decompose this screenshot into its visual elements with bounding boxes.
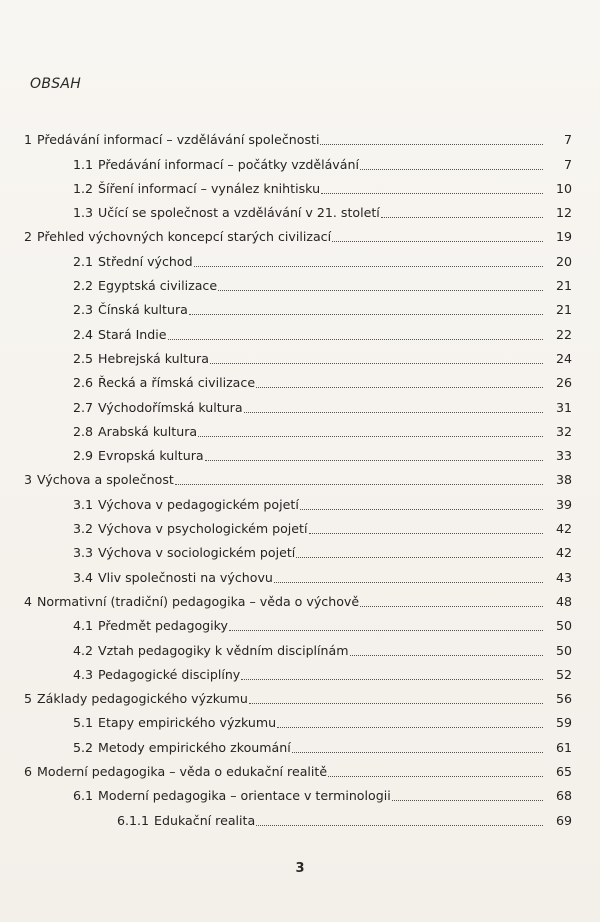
toc-entry [0, 780, 600, 804]
toc-entry-title: Výchova a společnost [37, 472, 174, 488]
toc-entry [0, 610, 600, 634]
dot-leader [210, 363, 543, 364]
dot-leader [360, 606, 543, 607]
toc-entry-page: 38 [555, 472, 572, 488]
dot-leader [309, 533, 544, 534]
toc-entry-title: Předávání informací – vzdělávání společnosti [37, 132, 320, 148]
toc-entry [0, 124, 600, 148]
toc-entry [0, 245, 600, 269]
toc-entry-page: 12 [555, 205, 572, 221]
toc-entry-number: 3 [24, 472, 33, 488]
toc-entry-title: Východořímská kultura [98, 399, 243, 415]
toc-entry-page: 24 [555, 350, 572, 366]
toc-entry-title: Arabská kultura [98, 423, 198, 439]
toc-entry-number: 6 [24, 764, 33, 780]
toc-entry-title: Čínská kultura [98, 302, 188, 318]
toc-entry-page: 50 [555, 642, 572, 658]
dot-leader [194, 266, 543, 267]
toc-entry-page: 20 [555, 253, 572, 269]
toc-entry-number: 5.1 [73, 715, 94, 731]
dot-leader [328, 776, 543, 777]
toc-entry-number: 2.6 [73, 375, 94, 391]
dot-leader [256, 387, 543, 388]
toc-entry-title: Metody empirického zkoumání [98, 739, 291, 755]
toc-entry-number: 5 [24, 691, 33, 707]
toc-entry-number: 1.1 [73, 156, 94, 172]
toc-entry-number: 4 [24, 593, 33, 609]
dot-leader [244, 412, 543, 413]
toc-entry [0, 683, 600, 707]
dot-leader [241, 679, 543, 680]
toc-entry-page: 21 [555, 278, 572, 294]
toc-entry-number: 2.3 [73, 302, 94, 318]
toc-entry [0, 416, 600, 440]
toc-entry-title: Učící se společnost a vzdělávání v 21. století [98, 205, 380, 221]
toc-entry-title: Šíření informací – vynález knihtisku [98, 180, 321, 196]
toc-entry [0, 148, 600, 172]
toc-entry-page: 7 [563, 132, 572, 148]
toc-entry-title: Vztah pedagogiky k vědním disciplínám [98, 642, 349, 658]
toc-entry-page: 65 [555, 764, 572, 780]
toc-entry [0, 756, 600, 780]
toc-entry-number: 2.4 [73, 326, 94, 342]
toc-entry-page: 21 [555, 302, 572, 318]
toc-entry-title: Evropská kultura [98, 448, 204, 464]
toc-entry-title: Výchova v psychologickém pojetí [98, 521, 308, 537]
toc-entry-page: 39 [555, 496, 572, 512]
toc-entry-number: 2.8 [73, 423, 94, 439]
toc-heading: OBSAH [30, 76, 82, 92]
toc-entry-title: Předmět pedagogiky [98, 618, 228, 634]
dot-leader [360, 169, 543, 170]
toc-entry-page: 7 [563, 156, 572, 172]
dot-leader [300, 509, 543, 510]
toc-entry [0, 513, 600, 537]
toc-entry-title: Předávání informací – počátky vzdělávání [98, 156, 359, 172]
toc-entry-title: Střední východ [98, 253, 193, 269]
dot-leader [320, 144, 543, 145]
dot-leader [321, 193, 543, 194]
toc-entry-page: 61 [555, 739, 572, 755]
dot-leader [332, 241, 543, 242]
dot-leader [205, 460, 543, 461]
toc-entry-page: 33 [555, 448, 572, 464]
toc-entry-page: 42 [555, 521, 572, 537]
toc-entry-title: Etapy empirického výzkumu [98, 715, 277, 731]
toc-entry [0, 270, 600, 294]
toc-entry-title: Hebrejská kultura [98, 350, 209, 366]
toc-entry-number: 4.2 [73, 642, 94, 658]
toc-entry-title: Egyptská civilizace [98, 278, 218, 294]
toc-entry-title: Přehled výchovných koncepcí starých civilizací [37, 229, 332, 245]
toc-entry [0, 221, 600, 245]
dot-leader [277, 727, 543, 728]
toc-entry [0, 318, 600, 342]
toc-entry-page: 22 [555, 326, 572, 342]
toc-entry-title: Moderní pedagogika – věda o edukační realitě [37, 764, 328, 780]
dot-leader [256, 825, 543, 826]
dot-leader [218, 290, 543, 291]
toc-entry-number: 6.1.1 [117, 812, 150, 828]
toc-entry [0, 586, 600, 610]
toc-entry [0, 804, 600, 828]
dot-leader [168, 339, 543, 340]
dot-leader [292, 752, 543, 753]
dot-leader [249, 703, 543, 704]
toc-entry-number: 2.2 [73, 278, 94, 294]
toc-entry [0, 537, 600, 561]
toc-entry [0, 367, 600, 391]
toc-entry-number: 3.3 [73, 545, 94, 561]
toc-entry-number: 4.3 [73, 666, 94, 682]
dot-leader [229, 630, 543, 631]
toc-entry-page: 19 [555, 229, 572, 245]
toc-entry-page: 69 [555, 812, 572, 828]
toc-entry-title: Výchova v pedagogickém pojetí [98, 496, 299, 512]
toc-entry-page: 68 [555, 788, 572, 804]
toc-entry-page: 43 [555, 569, 572, 585]
toc-entry-title: Pedagogické disciplíny [98, 666, 241, 682]
toc-entry-number: 1.2 [73, 180, 94, 196]
dot-leader [350, 655, 543, 656]
dot-leader [175, 484, 543, 485]
toc-entry [0, 197, 600, 221]
toc-entry [0, 488, 600, 512]
toc-entry [0, 343, 600, 367]
toc-entry-number: 1 [24, 132, 33, 148]
dot-leader [392, 800, 543, 801]
toc-entry-page: 26 [555, 375, 572, 391]
toc-entry [0, 464, 600, 488]
toc-entry [0, 173, 600, 197]
dot-leader [274, 582, 543, 583]
toc-entry-number: 3.4 [73, 569, 94, 585]
toc-entry-number: 4.1 [73, 618, 94, 634]
toc-entry-title: Výchova v sociologickém pojetí [98, 545, 296, 561]
dot-leader [296, 557, 543, 558]
toc-entry-number: 2.5 [73, 350, 94, 366]
toc-entry-page: 59 [555, 715, 572, 731]
toc-entry-page: 42 [555, 545, 572, 561]
toc-entry-number: 2.7 [73, 399, 94, 415]
toc-entry-number: 5.2 [73, 739, 94, 755]
toc-entry-number: 2.1 [73, 253, 94, 269]
toc-entry-page: 48 [555, 593, 572, 609]
toc-entry-number: 6.1 [73, 788, 94, 804]
toc-entry [0, 391, 600, 415]
toc-entry [0, 731, 600, 755]
page-number: 3 [295, 861, 305, 876]
toc-entry [0, 659, 600, 683]
toc-entry [0, 440, 600, 464]
toc-entry-page: 50 [555, 618, 572, 634]
toc-entry-title: Normativní (tradiční) pedagogika – věda o výchově [37, 593, 360, 609]
toc-entry-title: Vliv společnosti na výchovu [98, 569, 273, 585]
toc-entry-page: 52 [555, 666, 572, 682]
toc-entry-page: 31 [555, 399, 572, 415]
toc-entry [0, 634, 600, 658]
toc-entry [0, 294, 600, 318]
toc-entry-number: 3.1 [73, 496, 94, 512]
toc-entry [0, 561, 600, 585]
toc-entry-page: 32 [555, 423, 572, 439]
toc-entry-title: Řecká a římská civilizace [98, 375, 256, 391]
dot-leader [198, 436, 543, 437]
toc-entry-number: 2.9 [73, 448, 94, 464]
dot-leader [189, 314, 543, 315]
toc-entry-page: 56 [555, 691, 572, 707]
toc-entry-title: Stará Indie [98, 326, 167, 342]
toc-entry-title: Edukační realita [154, 812, 256, 828]
toc-entry-number: 2 [24, 229, 33, 245]
toc-entry [0, 707, 600, 731]
toc-entry-title: Moderní pedagogika – orientace v terminologii [98, 788, 391, 804]
toc-entry-number: 1.3 [73, 205, 94, 221]
table-of-contents [0, 124, 600, 829]
toc-entry-number: 3.2 [73, 521, 94, 537]
toc-entry-page: 10 [555, 180, 572, 196]
toc-entry-title: Základy pedagogického výzkumu [37, 691, 248, 707]
dot-leader [381, 217, 543, 218]
